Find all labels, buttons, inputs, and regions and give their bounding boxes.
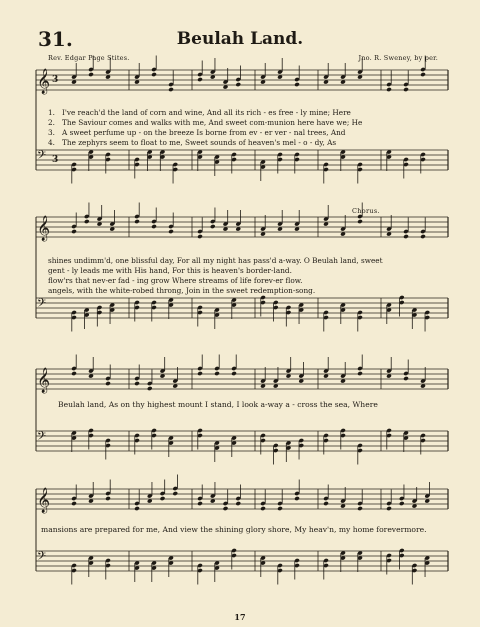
svg-text:𝄞: 𝄞 xyxy=(37,69,51,94)
svg-text:𝄢: 𝄢 xyxy=(37,550,47,566)
verse-line-4: 4. The zephyrs seem to float to me, Sweet sounds of heaven's mel - o - dy, As xyxy=(48,138,337,147)
svg-text:3: 3 xyxy=(52,155,59,165)
svg-text:𝄢: 𝄢 xyxy=(37,297,47,313)
verse2-line-1: shines undimm'd, one blissful day, For all my night has pass'd a-way. O Beulah land, sweet xyxy=(48,256,383,265)
chorus-line-2: mansions are prepared for me, And view the shining glory shore, My heav'n, my home forevermore. xyxy=(41,525,427,534)
page-number: 17 xyxy=(234,612,246,622)
hymn-title: Beulah Land. xyxy=(176,29,304,49)
verse2-line-4: angels, with the white-robed throng, Join in the sweet redemption-song. xyxy=(48,286,316,295)
verse-line-3: 3. A sweet perfume up - on the breeze Is borne from ev - er ver - nal trees, And xyxy=(48,128,346,137)
verse2-line-3: flow'rs that nev-er fad - ing grow Where streams of life forev-er flow. xyxy=(48,276,303,285)
svg-text:𝄞: 𝄞 xyxy=(37,488,51,513)
svg-text:𝄞: 𝄞 xyxy=(37,368,51,393)
hymn-number: 31. xyxy=(38,27,73,51)
svg-text:𝄢: 𝄢 xyxy=(37,430,47,446)
verse-line-2: 2. The Saviour comes and walks with me, And sweet com-munion here have we; He xyxy=(48,118,363,127)
verse-line-1: 1. I've reach'd the land of corn and wine, And all its rich - es free - ly mine; Here xyxy=(48,108,351,117)
verse2-line-2: gent - ly leads me with His hand, For this is heaven's border-land. xyxy=(48,266,292,275)
svg-text:𝄞: 𝄞 xyxy=(37,216,51,241)
lyricist-credit: Rev. Edgar Page Stites. xyxy=(48,54,130,62)
svg-text:3: 3 xyxy=(52,75,59,85)
composer-credit: Jno. R. Sweney, by per. xyxy=(358,54,438,62)
chorus-label: Chorus. xyxy=(352,207,380,215)
svg-text:𝄢: 𝄢 xyxy=(37,149,47,165)
chorus-line-1: Beulah land, As on thy highest mount I stand, I look a-way a - cross the sea, Where xyxy=(58,400,378,409)
